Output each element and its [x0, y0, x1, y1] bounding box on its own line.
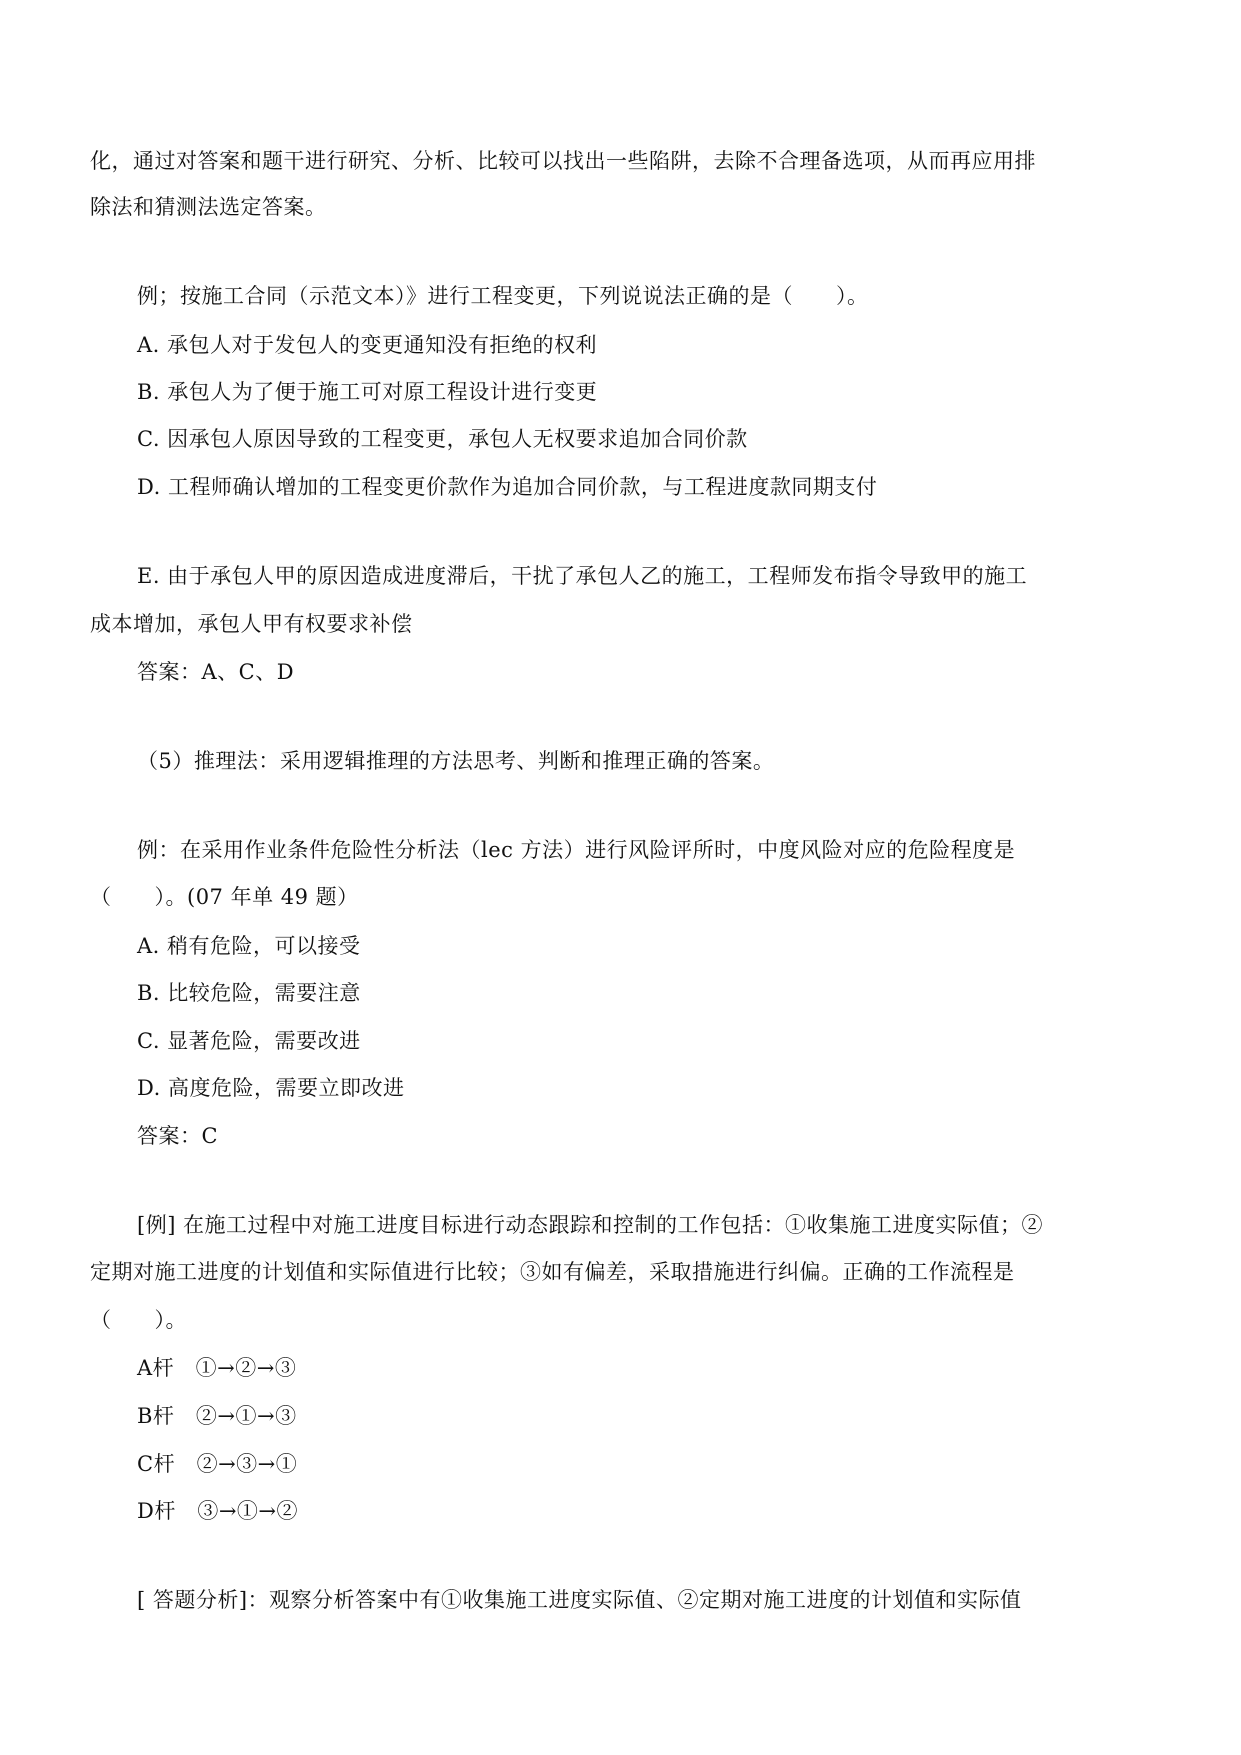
- example3-question-line-1: [例] 在施工过程中对施工进度目标进行动态跟踪和控制的工作包括：①收集施工进度实际值；②: [137, 1213, 1044, 1237]
- example1-option-a: A. 承包人对于发包人的变更通知没有拒绝的权利: [137, 333, 598, 357]
- example3-option-b: B杆 ②→①→③: [137, 1404, 297, 1428]
- example3-option-a: A杆 ①→②→③: [137, 1356, 297, 1380]
- intro-line-1: 化，通过对答案和题干进行研究、分析、比较可以找出一些陷阱，去除不合理备选项，从而再应用排: [90, 149, 1036, 173]
- example2-option-a: A. 稍有危险，可以接受: [137, 934, 361, 958]
- example1-answer: 答案：A、C、D: [137, 660, 295, 684]
- example2-answer: 答案：C: [137, 1124, 219, 1148]
- intro-line-2: 除法和猜测法选定答案。: [90, 195, 327, 219]
- example1-option-e-line-2: 成本增加，承包人甲有权要求补偿: [90, 612, 413, 636]
- answer-analysis: [ 答题分析]：观察分析答案中有①收集施工进度实际值、②定期对施工进度的计划值和实际值: [137, 1588, 1022, 1612]
- example3-option-d: D杆 ③→①→②: [137, 1499, 299, 1523]
- example1-option-b: B. 承包人为了便于施工可对原工程设计进行变更: [137, 380, 598, 404]
- example2-option-b: B. 比较危险，需要注意: [137, 981, 361, 1005]
- example3-option-c: C杆 ②→③→①: [137, 1452, 298, 1476]
- method-5-heading: （5）推理法：采用逻辑推理的方法思考、判断和推理正确的答案。: [137, 749, 775, 773]
- example1-option-e-line-1: E. 由于承包人甲的原因造成进度滞后，干扰了承包人乙的施工，工程师发布指令导致甲的施工: [137, 564, 1028, 588]
- example2-question-line-2: （ ）。(07 年单 49 题）: [90, 885, 359, 909]
- example2-option-c: C. 显著危险，需要改进: [137, 1029, 361, 1053]
- example1-option-d: D. 工程师确认增加的工程变更价款作为追加合同价款，与工程进度款同期支付: [137, 475, 878, 499]
- example1-question: 例；按施工合同（示范文本）》进行工程变更，下列说说法正确的是（ ）。: [137, 284, 869, 308]
- example3-question-line-3: （ ）。: [90, 1308, 187, 1332]
- example3-question-line-2: 定期对施工进度的计划值和实际值进行比较；③如有偏差，采取措施进行纠偏。正确的工作流程是: [90, 1260, 1015, 1284]
- example2-question-line-1: 例：在采用作业条件危险性分析法（lec 方法）进行风险评所时，中度风险对应的危险程度是: [137, 838, 1016, 862]
- example1-option-c: C. 因承包人原因导致的工程变更，承包人无权要求追加合同价款: [137, 427, 748, 451]
- example2-option-d: D. 高度危险，需要立即改进: [137, 1076, 405, 1100]
